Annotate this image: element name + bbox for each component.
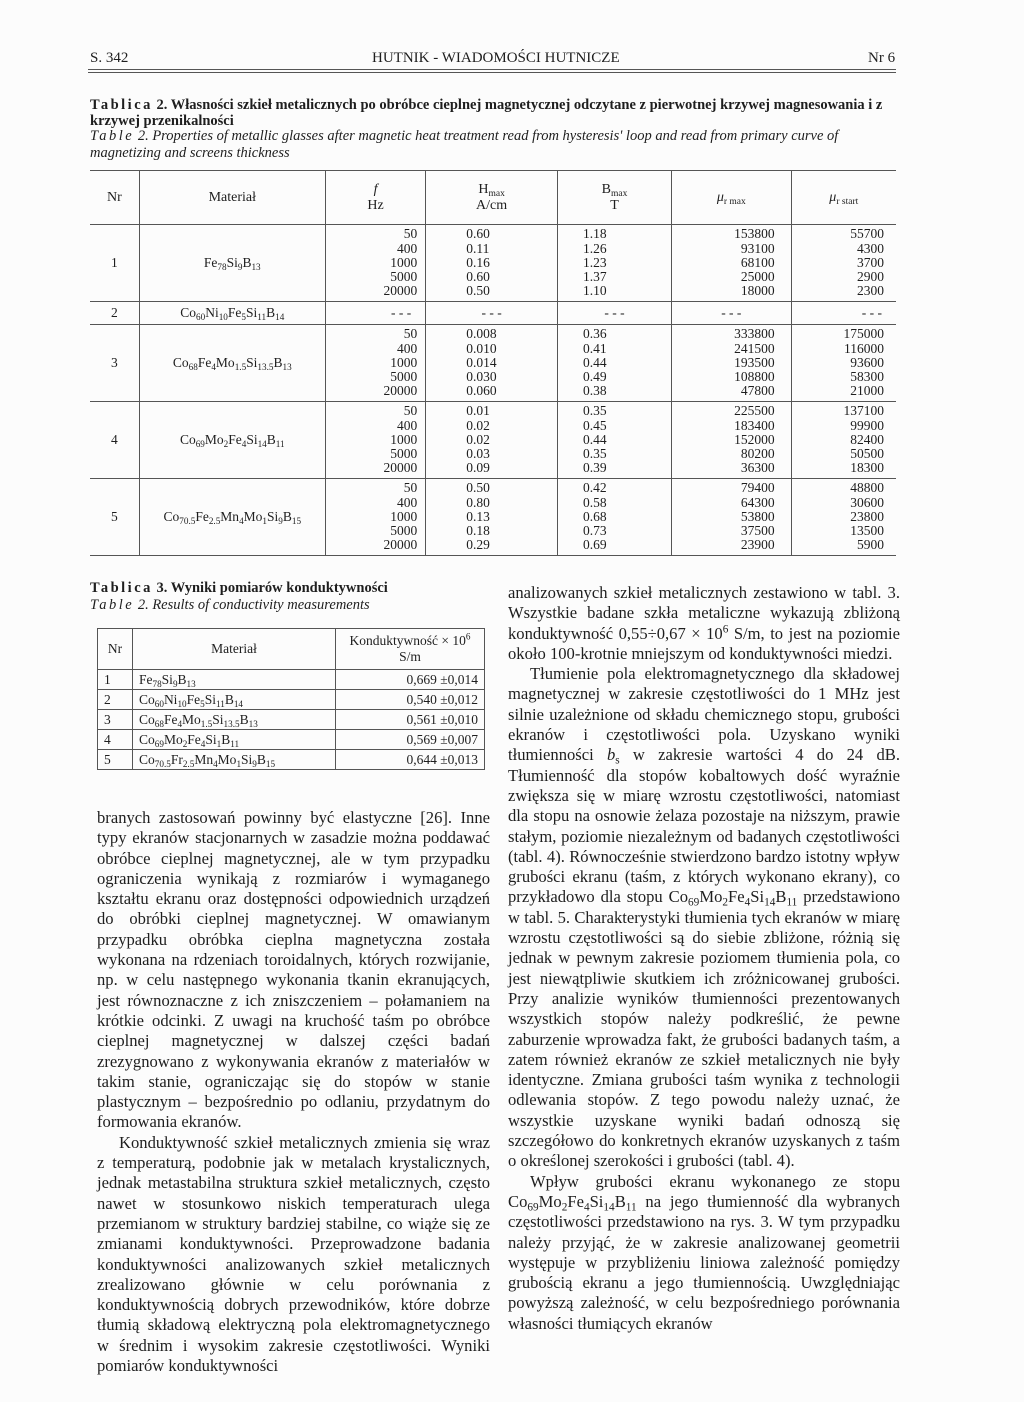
table3-en-label: Table [90, 597, 135, 613]
col-conductivity-header: Konduktywność × $10^6$ S/m [336, 629, 485, 670]
paragraph: Wpływ grubości ekranu wykonanego ze stopu $Co_{69}Mo_2Fe_4Si_{14}B_{11}$ na jego tłumienność dla wybranych częstotliwości przedstawiono na rys. 3. W tym przypadku należy przyjąć, że w zakresie analizowanej geometrii występuje w przybliżeniu liniowa zależność pomiędzy grubością ekranu a jego tłumiennością. Uwzględniając powyższą zależność, w celu bezpośredniego porównania własności tłumiących ekranów [508, 1171, 900, 1333]
table2-number: 2. [156, 97, 168, 113]
table2-label: Tablica [90, 97, 153, 113]
row-conductivity: 0,569 ±0,007 [336, 730, 485, 750]
row-material: $Co_{60}Ni_{10}Fe_5Si_{11}B_{14}$ [139, 302, 325, 325]
table2 [90, 170, 896, 556]
row-nr: 2 [90, 302, 139, 325]
row-mu-r-values: 79400 64300 53800 37500 23900 [672, 479, 792, 556]
table-row [98, 730, 485, 750]
right-column [508, 583, 900, 1334]
col-material-header: Materiał [139, 171, 325, 225]
row-material: $Co_{68}Fe_4Mo_{1.5}Si_{13.5}B_{13}$ [133, 710, 336, 730]
row-b-values: 0.35 0.45 0.44 0.35 0.39 [558, 402, 672, 479]
row-material: $Fe_{78}Si_9B_{13}$ [139, 225, 325, 302]
row-b-values: 1.18 1.26 1.23 1.37 1.10 [558, 225, 672, 302]
journal-title: HUTNIK - WIADOMOŚCI HUTNICZE [372, 50, 620, 66]
table3-caption [90, 580, 490, 596]
table-row [98, 750, 485, 770]
col-material-header: Materiał [133, 629, 336, 670]
row-mu-s-values: 48800 30600 23800 13500 5900 [791, 479, 896, 556]
table-row [90, 479, 896, 556]
col-mu-s-header: $\mu_{r start}$ [791, 171, 896, 225]
table2-en-number: 2. [137, 128, 149, 144]
header-rule-second [88, 72, 896, 73]
row-dash: - - - [672, 302, 792, 325]
row-dash: - - - [791, 302, 896, 325]
table3-label: Tablica [90, 580, 153, 596]
row-f-values: 50 400 1000 5000 20000 [325, 325, 425, 402]
row-nr: 2 [98, 690, 133, 710]
row-material: $Fe_{78}Si_9B_{13}$ [133, 670, 336, 690]
table2-en-title: Properties of metallic glasses after magnetic heat treatment read from hysteresis' loop and read from primary curve of magnetizing and screens thickness [90, 128, 839, 161]
table-row [90, 225, 896, 302]
table3-header-row [98, 629, 485, 670]
row-material: $Co_{70.5}Fr_{2.5}Mn_4Mo_1Si_9B_{15}$ [133, 750, 336, 770]
row-f-values: 50 400 1000 5000 20000 [325, 225, 425, 302]
table3-english-caption [90, 597, 490, 614]
table-row [98, 690, 485, 710]
row-nr: 5 [90, 479, 139, 556]
row-material: $Co_{70.5}Fe_{2.5}Mn_4Mo_1Si_9B_{15}$ [139, 479, 325, 556]
row-nr: 4 [98, 730, 133, 750]
table-row [98, 710, 485, 730]
row-h-values: 0.008 0.010 0.014 0.030 0.060 [426, 325, 558, 402]
row-nr: 1 [98, 670, 133, 690]
col-f-header: f Hz [325, 171, 425, 225]
left-column [97, 808, 490, 1376]
row-nr: 3 [90, 325, 139, 402]
row-mu-s-values: 137100 99900 82400 50500 18300 [791, 402, 896, 479]
table2-header-row [90, 171, 896, 225]
table3-title: Wyniki pomiarów konduktywności [170, 580, 388, 596]
row-mu-r-values: 225500 183400 152000 80200 36300 [672, 402, 792, 479]
paragraph: Konduktywność szkieł metalicznych zmienia się wraz z temperaturą, podobnie jak w metalach krystalicznych, jednak metastabilna struktura szkieł metalicznych, często nawet w stosunkowo niskich temperaturach ulega przemianom w struktury bardziej stabilne, co wiąże się ze zmianami konduktywności. Przeprowadzone badania konduktywności analizowanych szkieł metalicznych zrealizowano głównie w celu porównania z konduktywnością dobrych przewodników, które dobrze tłumią składową elektryczną pola elektromagnetycznego w średnim i wysokim zakresie częstotliwości. Wyniki pomiarów konduktywności [97, 1132, 490, 1376]
table3-en-title: Results of conductivity measurements [152, 597, 370, 613]
row-conductivity: 0,669 ±0,014 [336, 670, 485, 690]
row-material: $Co_{69}Mo_2Fe_4Si_{14}B_{11}$ [139, 402, 325, 479]
table3 [97, 628, 485, 770]
row-f-values: 50 400 1000 5000 20000 [325, 479, 425, 556]
col-mu-r-header: $\mu_{r max}$ [672, 171, 792, 225]
row-mu-s-values: 175000 116000 93600 58300 21000 [791, 325, 896, 402]
table2-caption [90, 97, 896, 129]
row-h-values: 0.60 0.11 0.16 0.60 0.50 [426, 225, 558, 302]
table2-title: Własności szkieł metalicznych po obróbce cieplnej magnetycznej odczytane z pierwotnej krzywej magnesowania i z krzywej przenikalności [90, 97, 883, 129]
issue-number: Nr 6 [868, 50, 896, 66]
row-mu-r-values: 153800 93100 68100 25000 18000 [672, 225, 792, 302]
row-conductivity: 0,644 ±0,013 [336, 750, 485, 770]
row-nr: 4 [90, 402, 139, 479]
paragraph: Tłumienie pola elektromagnetycznego dla składowej magnetycznej w zakresie częstotliwości do 1 MHz jest silnie uzależnione od składu chemicznego stopu, grubości ekranów i częstotliwości pola. Uzyskano wyniki tłumienności $b_s$ w zakresie wartości 4 do 24 dB. Tłumienność dla stopów kobaltowych dość wyraźnie zwiększa się w miarę wzrostu częstotliwości, natomiast dla stopu na osnowie żelaza pozostaje na niższym, prawie stałym, poziomie niezależnym od badanych częstotliwości (tabl. 4). Równocześnie stwierdzono bardzo istotny wpływ grubości ekranu (taśm, z których wykonano ekrany), co przykładowo dla stopu $Co_{69}Mo_2Fe_4Si_{14}B_{11}$ przedstawiono w tabl. 5. Charakterystyki tłumienia tych ekranów w miarę wzrostu częstotliwości są do siebie zbliżone, różnią się jednak w pewnym zakresie poziomem tłumienia pola, co jest niewątpliwie skutkiem ich zróżnicowanej grubości. Przy analizie wyników tłumienności prezentowanych wszystkich stopów należy podkreślić, że pewne zaburzenie wprowadza fakt, że grubości badanych taśm, a zatem również ekranów ze szkieł metalicznych nie były identyczne. Zmiana grubości taśm wynika z technologii odlewania stopów. Z tego powodu należy uznać, że wszystkie uzyskane wyniki badań odnoszą się szczegółowo do konkretnych ekranów uzyskanych z taśm o określonej szerokości i grubości (tabl. 4). [508, 664, 900, 1171]
row-dash: - - - [426, 302, 558, 325]
row-material: $Co_{69}Mo_2Fe_4Si_1B_{11}$ [133, 730, 336, 750]
page-number: S. 342 [90, 50, 129, 66]
row-mu-s-values: 55700 4300 3700 2900 2300 [791, 225, 896, 302]
row-nr: 3 [98, 710, 133, 730]
col-b-header: $B_{max}$ T [558, 171, 672, 225]
row-conductivity: 0,561 ±0,010 [336, 710, 485, 730]
header-rule [88, 69, 896, 70]
row-h-values: 0.50 0.80 0.13 0.18 0.29 [426, 479, 558, 556]
row-conductivity: 0,540 ±0,012 [336, 690, 485, 710]
table2-english-caption [90, 128, 896, 162]
row-b-values: 0.42 0.58 0.68 0.73 0.69 [558, 479, 672, 556]
row-mu-r-values: 333800 241500 193500 108800 47800 [672, 325, 792, 402]
table2-en-label: Table [90, 128, 135, 144]
table-row [98, 670, 485, 690]
row-nr: 1 [90, 225, 139, 302]
table-row [90, 402, 896, 479]
table3-number: 3. [156, 580, 168, 596]
col-nr-header: Nr [98, 629, 133, 670]
table-row [90, 325, 896, 402]
row-b-values: 0.36 0.41 0.44 0.49 0.38 [558, 325, 672, 402]
row-material: $Co_{60}Ni_{10}Fe_5Si_{11}B_{14}$ [133, 690, 336, 710]
paragraph: branych zastosowań powinny być elastyczne [26]. Inne typy ekranów stacjonarnych w zasadzie można poddawać obróbce cieplnej magnetycznej, ale w tym przypadku ograniczenia wynikają z rozmiarów i wymaganego kształtu ekranu oraz dostępności odpowiednich urządzeń do obróbki cieplnej magnetycznej. W omawianym przypadku obróbka cieplna magnetyczna została wykonana na rdzeniach toroidalnych, których rozwijanie, np. w celu następnego wykonania tkanin ekranujących, jest równoznaczne z ich zniszczeniem – połamaniem na krótkie odcinki. Z uwagi na kruchość taśm po obróbce cieplnej magnetycznej w dalszej części badań zrezygnowano z wykonywania ekranów z materiałów w takim stanie, ograniczając się do stopów w stanie plastycznym – bezpośrednio po odlaniu, przydatnym do formowania ekranów. [97, 808, 490, 1132]
row-f-values: 50 400 1000 5000 20000 [325, 402, 425, 479]
row-nr: 5 [98, 750, 133, 770]
paragraph: analizowanych szkieł metalicznych zestawiono w tabl. 3. Wszystkie badane szkła metaliczne wykazują zbliżoną konduktywność $0,55\div 0,67 \times 10^6$ S/m, to jest na poziomie około 100-krotnie mniejszym od konduktywności miedzi. [508, 583, 901, 663]
col-nr-header: Nr [90, 171, 139, 225]
col-h-header: $H_{max}$ A/cm [426, 171, 558, 225]
table3-en-number: 2. [137, 597, 149, 613]
row-h-values: 0.01 0.02 0.02 0.03 0.09 [426, 402, 558, 479]
row-dash: - - - [325, 302, 425, 325]
table-row [90, 302, 896, 325]
row-material: $Co_{68}Fe_4Mo_{1.5}Si_{13.5}B_{13}$ [139, 325, 325, 402]
row-dash: - - - [558, 302, 672, 325]
